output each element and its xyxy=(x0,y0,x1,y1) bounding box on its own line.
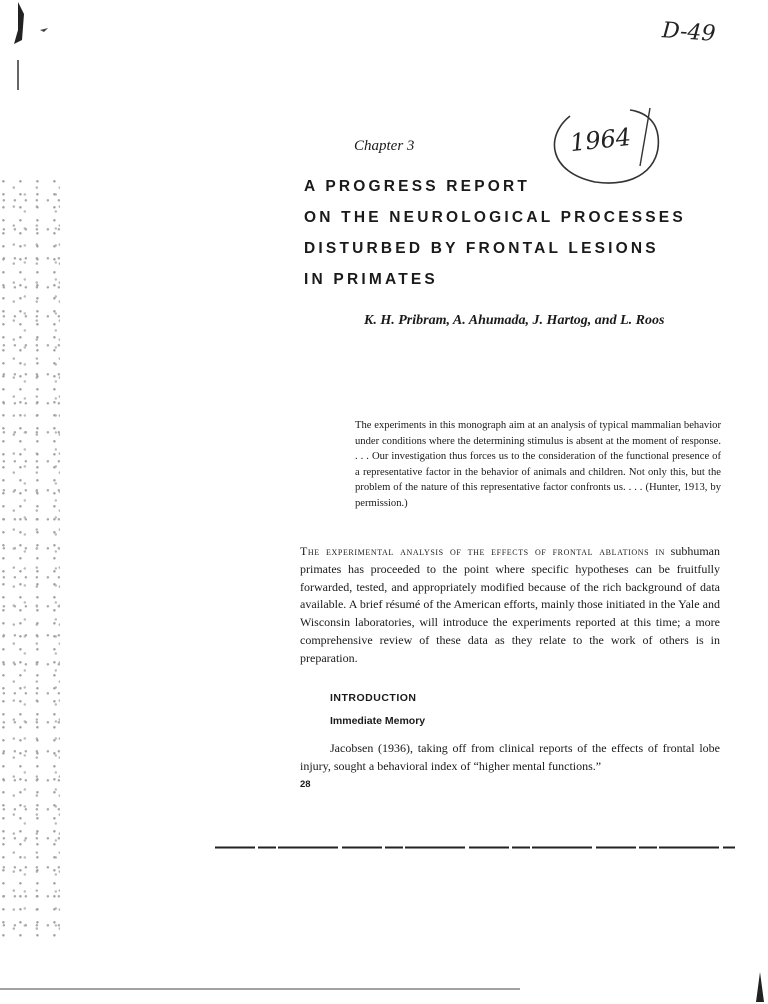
authors-line: K. H. Pribram, A. Ahumada, J. Hartog, and L. Roos xyxy=(364,313,665,328)
scan-noise-left-margin xyxy=(0,180,60,940)
chapter-title-line-3: DISTURBED BY FRONTAL LESIONS xyxy=(304,240,659,257)
body-paragraph-2: Jacobsen (1936), taking off from clinical reports of the effects of frontal lobe injury, sought a behavioral index of “higher mental functions.” xyxy=(300,741,720,773)
scan-corner-mark xyxy=(0,0,60,60)
chapter-title-line-4: IN PRIMATES xyxy=(304,271,438,288)
scan-corner-mark-bottom-right xyxy=(738,968,768,1004)
page-edge-line xyxy=(215,846,735,849)
body-paragraph-1 xyxy=(300,543,720,668)
chapter-label: Chapter 3 xyxy=(354,138,415,154)
body-paragraph-text: subhuman primates has proceeded to the point where specific hypotheses can be fruitfully forwarded, tested, and appropriately modified because of the rich background of data available. A brief résumé of the American efforts, mainly those initiated in the Yale and Wisconsin laboratories, will introduce the experiments reported at this time; a more comprehensive review of these data as they relate to the work of others is in preparation. xyxy=(300,544,721,665)
scan-left-edge-line xyxy=(14,60,22,180)
page-number: 28 xyxy=(300,779,311,790)
epigraph xyxy=(355,418,721,512)
handwritten-document-code: D-49 xyxy=(661,18,717,47)
section-heading: INTRODUCTION xyxy=(330,692,417,704)
epigraph-citation: (Hunter, 1913, by permission.) xyxy=(355,482,721,509)
chapter-title-line-1: A PROGRESS REPORT xyxy=(304,178,531,195)
epigraph-text: The experiments in this monograph aim at an analysis of typical mammalian behavior under conditions where the determining stimulus is absent at the moment of response. . . . Our investigation thus forces us to the consideration of the functional presence of a representative factor in the behavior of animals and children. Not only this, but the problem of the nature of this representative factor confronts us. . . . xyxy=(355,420,721,494)
scan-bottom-line xyxy=(0,988,520,990)
chapter-title-line-2: ON THE NEUROLOGICAL PROCESSES xyxy=(304,209,686,226)
handwritten-year-note: 1964 xyxy=(568,122,633,158)
subsection-heading: Immediate Memory xyxy=(330,715,426,727)
body-lead-in: The experimental analysis of the effects of frontal ablations in xyxy=(300,544,666,558)
